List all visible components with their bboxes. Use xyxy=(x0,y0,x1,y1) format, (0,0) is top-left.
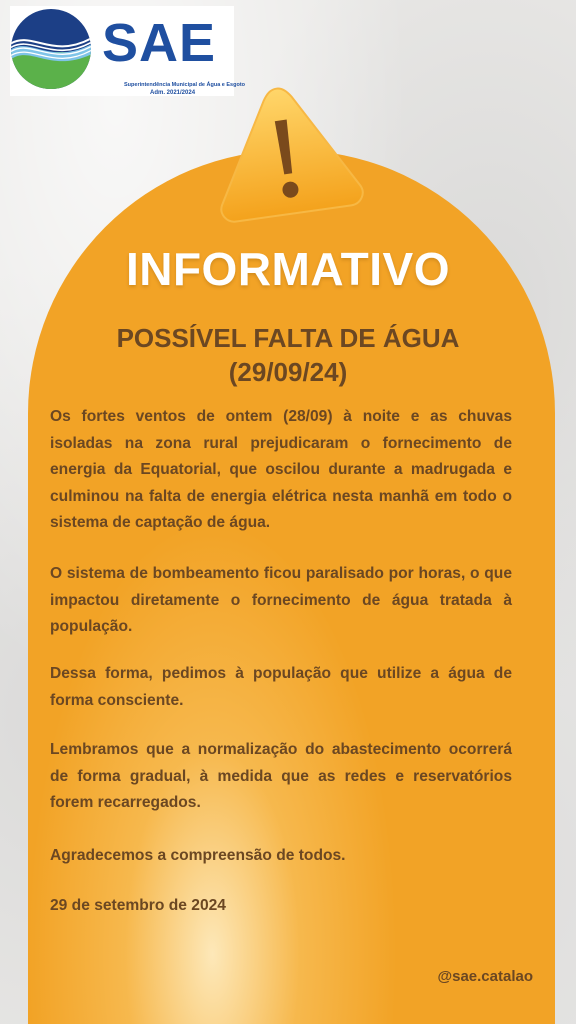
logo-wordmark: SAE xyxy=(102,13,217,73)
logo-subtitle: Superintendência Municipal de Água e Esgoto xyxy=(124,82,246,88)
headline: POSSÍVEL FALTA DE ÁGUA xyxy=(116,323,460,353)
paragraph-thanks: Agradecemos a compreensão de todos. xyxy=(50,847,346,864)
paragraph-pumping-system: O sistema de bombeamento ficou paralisado por horas, o que impactou diretamente o fornecimento de água tratada à população. xyxy=(50,565,512,635)
paragraph-normalization: Lembramos que a normalização do abastecimento ocorrerá de forma gradual, à medida que as redes e reservatórios forem recarregados. xyxy=(50,741,512,811)
page-title: INFORMATIVO xyxy=(125,243,451,295)
warning-triangle-icon xyxy=(208,78,364,228)
logo-administration: Adm. 2021/2024 xyxy=(150,90,196,96)
sae-logo xyxy=(10,6,246,96)
headline-date: (29/09/24) xyxy=(228,357,348,387)
notice-date: 29 de setembro de 2024 xyxy=(50,897,226,914)
paragraph-power-outage: Os fortes ventos de ontem (28/09) à noite e as chuvas isoladas na zona rural prejudicaram o fornecimento de energia da Equatorial, que oscilou durante a madrugada e culminou na falta de energia elétrica nesta manhã em todo o sistema de captação de água. xyxy=(50,408,512,531)
paragraph-conscious-use: Dessa forma, pedimos à população que utilize a água de forma consciente. xyxy=(50,665,512,709)
social-handle: @sae.catalao xyxy=(437,968,533,985)
water-wave-logo-icon xyxy=(10,8,92,90)
